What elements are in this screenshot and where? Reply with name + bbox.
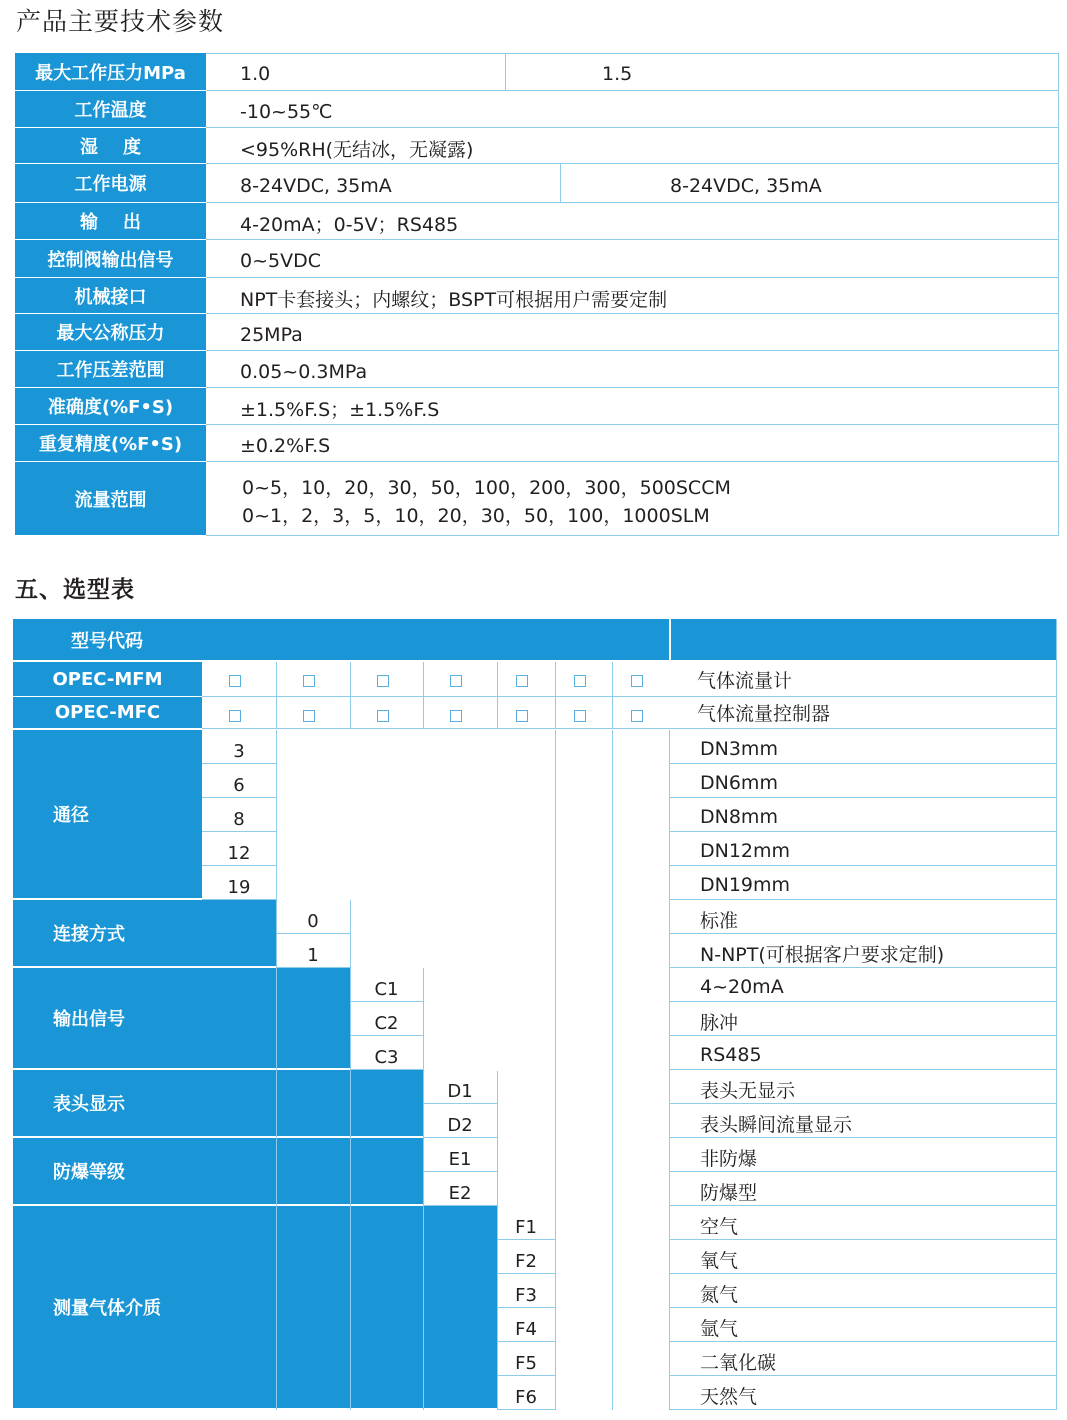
option-code: D1 [447,1080,473,1102]
group-label: 连接方式 [13,900,276,966]
column-divider [276,730,277,1410]
row-divider [669,1035,1056,1036]
option-code: 19 [227,876,251,898]
column-divider [423,662,424,728]
row-divider [669,797,1056,798]
option-desc: 天然气 [700,1385,758,1408]
spec-label: 输 出 [15,203,206,239]
row-divider [669,1273,1056,1274]
spec-value: NPT卡套接头；内螺纹；BSPT可根据用户需要定制 [240,288,668,311]
row-divider [669,1137,1056,1138]
row-divider [497,1273,555,1274]
placeholder-box [574,675,586,687]
spec-value: <95%RH(无结冰，无凝露) [240,138,474,161]
placeholder-box [377,710,389,722]
group-label: 表头显示 [13,1070,423,1136]
row-divider [669,1069,1056,1070]
spec-title: 产品主要技术参数 [16,7,225,36]
column-divider [423,968,424,1410]
column-divider [350,900,351,1410]
option-desc: 防爆型 [700,1181,758,1204]
spec-label: 工作电源 [15,164,206,202]
group-label: 防爆等级 [13,1138,423,1204]
row-divider [669,1375,1056,1376]
row-divider [206,535,1058,536]
placeholder-box [229,710,241,722]
option-desc: 非防爆 [700,1147,758,1170]
row-divider [206,127,1058,128]
column-divider [612,662,613,728]
selection-header: 型号代码 [13,619,669,660]
row-divider [669,967,1056,968]
row-divider [423,1171,497,1172]
column-divider [612,730,613,1410]
option-code: F5 [515,1352,537,1374]
group-label: 通径 [13,730,202,898]
row-divider [497,1375,555,1376]
row-divider [497,1409,555,1410]
row-divider [206,461,1058,462]
spec-label: 湿 度 [15,128,206,163]
option-code: 1 [307,944,319,966]
spec-value: ±1.5%F.S；±1.5%F.S [240,399,440,421]
option-desc: 表头无显示 [700,1079,796,1102]
option-code: E2 [448,1182,472,1204]
row-divider [669,1307,1056,1308]
option-code: 0 [307,910,319,932]
spec-label: 重复精度(%F•S) [15,425,206,461]
spec-value: 8-24VDC, 35mA [240,174,392,197]
group-label: 输出信号 [13,968,350,1068]
placeholder-box [631,675,643,687]
model-desc: 气体流量控制器 [697,703,831,725]
option-code: 6 [233,774,245,796]
row-divider [350,1035,423,1036]
option-desc: 表头瞬间流量显示 [700,1113,853,1136]
option-code: C3 [374,1046,399,1068]
spec-value: 0~5VDC [240,250,321,272]
option-desc: DN6mm [700,772,778,794]
option-code: D2 [447,1114,473,1136]
row-divider [423,1103,497,1104]
row-divider [202,831,276,832]
row-divider [202,865,276,866]
spec-value: 8-24VDC, 35mA [670,174,822,197]
placeholder-box [631,710,643,722]
model-code: OPEC-MFM [13,662,202,696]
spec-label: 最大公称压力 [15,314,206,350]
row-divider [669,1409,1056,1410]
row-divider [276,933,350,934]
option-code: F4 [515,1318,537,1340]
option-code: F6 [515,1386,537,1408]
option-desc: 氧气 [700,1249,739,1272]
row-divider [669,1001,1056,1002]
column-divider [276,662,277,728]
option-desc: 4~20mA [700,976,784,998]
row-divider [350,1001,423,1002]
option-desc: N-NPT(可根据客户要求定制) [700,943,945,966]
option-code: 12 [227,842,251,864]
placeholder-box [377,675,389,687]
option-code: F1 [515,1216,537,1238]
placeholder-box [574,710,586,722]
spec-value: 0~5，10，20，30，50，100，200，300，500SCCM [242,476,731,499]
option-desc: RS485 [700,1044,762,1066]
spec-label: 控制阀输出信号 [15,240,206,277]
column-divider [669,730,670,1410]
row-divider [206,350,1058,351]
row-divider [202,728,1056,729]
spec-value: 4-20mA；0-5V；RS485 [240,214,459,236]
option-code: C2 [374,1012,399,1034]
row-divider [669,865,1056,866]
model-desc: 气体流量计 [697,669,793,692]
spec-value: 25MPa [240,323,303,346]
row-divider [202,696,1056,697]
option-desc: 氮气 [700,1283,739,1306]
option-desc: 氩气 [700,1317,739,1340]
selection-header-desc [671,619,1056,660]
placeholder-box [303,710,315,722]
spec-label: 机械接口 [15,278,206,313]
row-divider [669,1103,1056,1104]
row-divider [669,1239,1056,1240]
row-divider [423,1137,497,1138]
option-code: F2 [515,1250,537,1272]
option-code: F3 [515,1284,537,1306]
table-right-border [1056,619,1057,1410]
option-code: 8 [233,808,245,830]
column-divider [555,662,556,728]
placeholder-box [516,675,528,687]
spec-label: 准确度(%F•S) [15,388,206,424]
group-label: 测量气体介质 [13,1206,497,1408]
row-divider [669,1171,1056,1172]
spec-value: 1.5 [602,63,633,85]
row-divider [206,277,1058,278]
row-divider [202,797,276,798]
row-divider [497,1239,555,1240]
column-divider [555,730,556,1410]
option-code: C1 [374,978,399,1000]
row-divider [669,763,1056,764]
spec-label: 工作压差范围 [15,351,206,387]
column-divider [505,53,506,91]
spec-value: 0~1，2，3，5，10，20，30，50，100，1000SLM [242,504,710,527]
model-code: OPEC-MFC [13,697,202,728]
table-right-border [1058,53,1059,536]
option-desc: 标准 [700,909,739,932]
spec-value: 1.0 [240,63,271,85]
spec-label: 流量范围 [15,462,206,535]
placeholder-box [516,710,528,722]
option-desc: 空气 [700,1215,739,1238]
spec-label: 最大工作压力MPa [15,53,206,90]
option-desc: 二氧化碳 [700,1351,777,1374]
row-divider [202,763,276,764]
spec-value: ±0.2%F.S [240,434,331,457]
row-divider [497,1341,555,1342]
option-desc: DN3mm [700,738,778,760]
row-divider [497,1307,555,1308]
selection-title: 五、选型表 [15,577,135,603]
spec-value: 0.05~0.3MPa [240,360,368,383]
option-desc: 脉冲 [700,1011,739,1034]
row-divider [669,1341,1056,1342]
column-divider [497,1071,498,1410]
row-divider [669,831,1056,832]
spec-label: 工作温度 [15,91,206,127]
option-desc: DN12mm [700,840,791,862]
column-divider [497,662,498,728]
option-code: E1 [448,1148,472,1170]
row-divider [669,933,1056,934]
option-code: 3 [233,740,245,762]
placeholder-box [303,675,315,687]
placeholder-box [450,675,462,687]
placeholder-box [229,675,241,687]
option-desc: DN8mm [700,806,778,828]
row-divider [669,899,1056,900]
column-divider [350,662,351,728]
placeholder-box [450,710,462,722]
table-top-border [206,53,1058,54]
column-divider [560,164,561,203]
option-desc: DN19mm [700,874,791,896]
row-divider [669,1205,1056,1206]
spec-value: -10~55℃ [240,100,333,123]
